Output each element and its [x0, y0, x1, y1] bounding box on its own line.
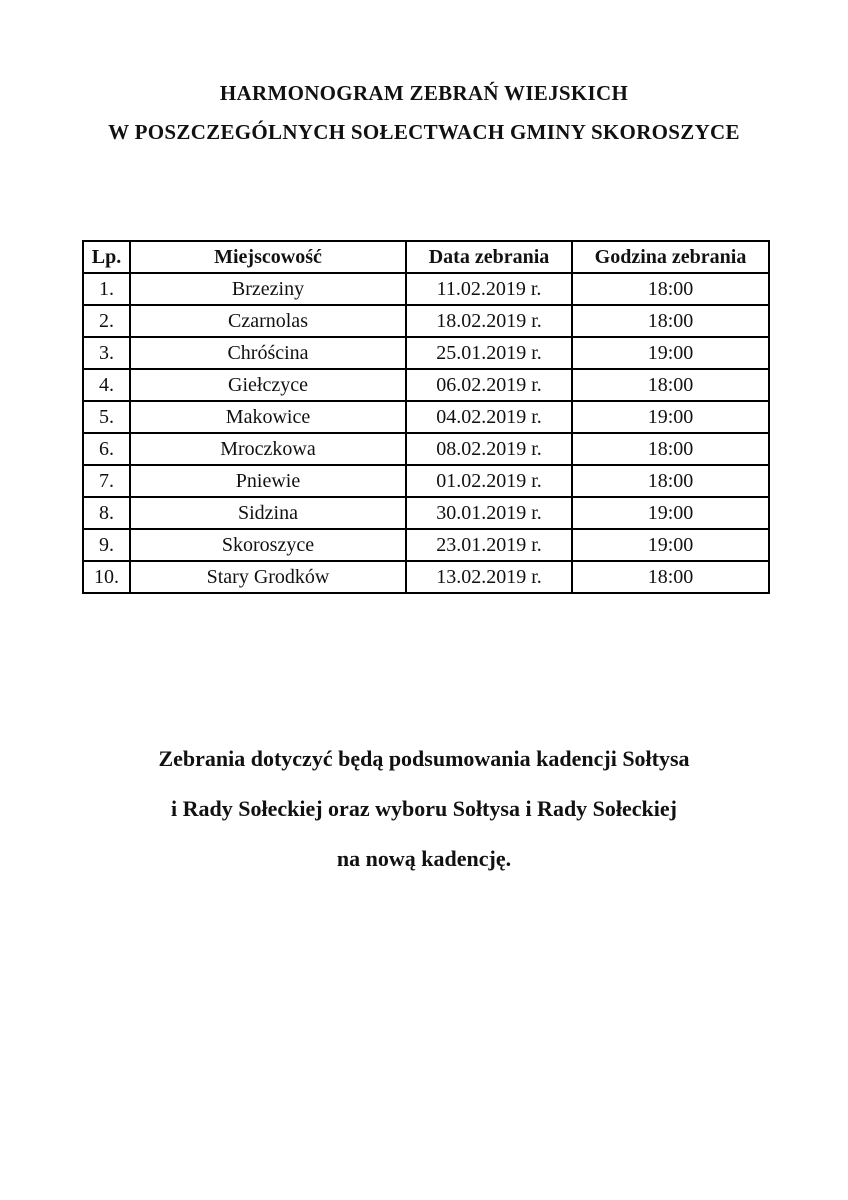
cell-lp: 2. — [83, 305, 130, 337]
cell-time: 19:00 — [572, 497, 769, 529]
cell-place: Chróścina — [130, 337, 406, 369]
column-header-date: Data zebrania — [406, 241, 572, 273]
cell-time: 19:00 — [572, 529, 769, 561]
cell-date: 11.02.2019 r. — [406, 273, 572, 305]
document-title — [0, 74, 848, 152]
cell-date: 13.02.2019 r. — [406, 561, 572, 593]
cell-lp: 5. — [83, 401, 130, 433]
cell-time: 18:00 — [572, 369, 769, 401]
meeting-schedule-table — [82, 240, 770, 594]
cell-time: 18:00 — [572, 305, 769, 337]
cell-time: 18:00 — [572, 561, 769, 593]
cell-lp: 4. — [83, 369, 130, 401]
footer-note — [0, 734, 848, 884]
table-row — [83, 561, 769, 593]
cell-time: 18:00 — [572, 465, 769, 497]
cell-place: Stary Grodków — [130, 561, 406, 593]
cell-date: 25.01.2019 r. — [406, 337, 572, 369]
cell-date: 04.02.2019 r. — [406, 401, 572, 433]
title-line-2: W POSZCZEGÓLNYCH SOŁECTWACH GMINY SKOROSZYCE — [108, 120, 740, 144]
cell-place: Giełczyce — [130, 369, 406, 401]
table-header-row — [83, 241, 769, 273]
table-row — [83, 465, 769, 497]
cell-date: 01.02.2019 r. — [406, 465, 572, 497]
table-row — [83, 337, 769, 369]
cell-lp: 7. — [83, 465, 130, 497]
cell-place: Makowice — [130, 401, 406, 433]
cell-time: 18:00 — [572, 273, 769, 305]
cell-lp: 3. — [83, 337, 130, 369]
cell-lp: 10. — [83, 561, 130, 593]
cell-lp: 6. — [83, 433, 130, 465]
cell-date: 30.01.2019 r. — [406, 497, 572, 529]
column-header-lp: Lp. — [83, 241, 130, 273]
table-row — [83, 529, 769, 561]
title-line-1: HARMONOGRAM ZEBRAŃ WIEJSKICH — [219, 81, 629, 105]
table-row — [83, 497, 769, 529]
cell-time: 18:00 — [572, 433, 769, 465]
cell-place: Pniewie — [130, 465, 406, 497]
footer-note-line-3: na nową kadencję. — [336, 846, 512, 871]
cell-place: Czarnolas — [130, 305, 406, 337]
cell-date: 08.02.2019 r. — [406, 433, 572, 465]
table-row — [83, 401, 769, 433]
cell-date: 06.02.2019 r. — [406, 369, 572, 401]
cell-place: Sidzina — [130, 497, 406, 529]
cell-lp: 9. — [83, 529, 130, 561]
cell-time: 19:00 — [572, 401, 769, 433]
cell-date: 23.01.2019 r. — [406, 529, 572, 561]
cell-time: 19:00 — [572, 337, 769, 369]
column-header-time: Godzina zebrania — [572, 241, 769, 273]
table-row — [83, 369, 769, 401]
cell-lp: 1. — [83, 273, 130, 305]
cell-place: Mroczkowa — [130, 433, 406, 465]
cell-place: Skoroszyce — [130, 529, 406, 561]
cell-date: 18.02.2019 r. — [406, 305, 572, 337]
table-row — [83, 273, 769, 305]
footer-note-line-2: i Rady Sołeckiej oraz wyboru Sołtysa i Rady Sołeckiej — [171, 796, 677, 821]
table-row — [83, 433, 769, 465]
column-header-place: Miejscowość — [130, 241, 406, 273]
footer-note-line-1: Zebrania dotyczyć będą podsumowania kadencji Sołtysa — [158, 746, 690, 771]
cell-place: Brzeziny — [130, 273, 406, 305]
cell-lp: 8. — [83, 497, 130, 529]
table-row — [83, 305, 769, 337]
